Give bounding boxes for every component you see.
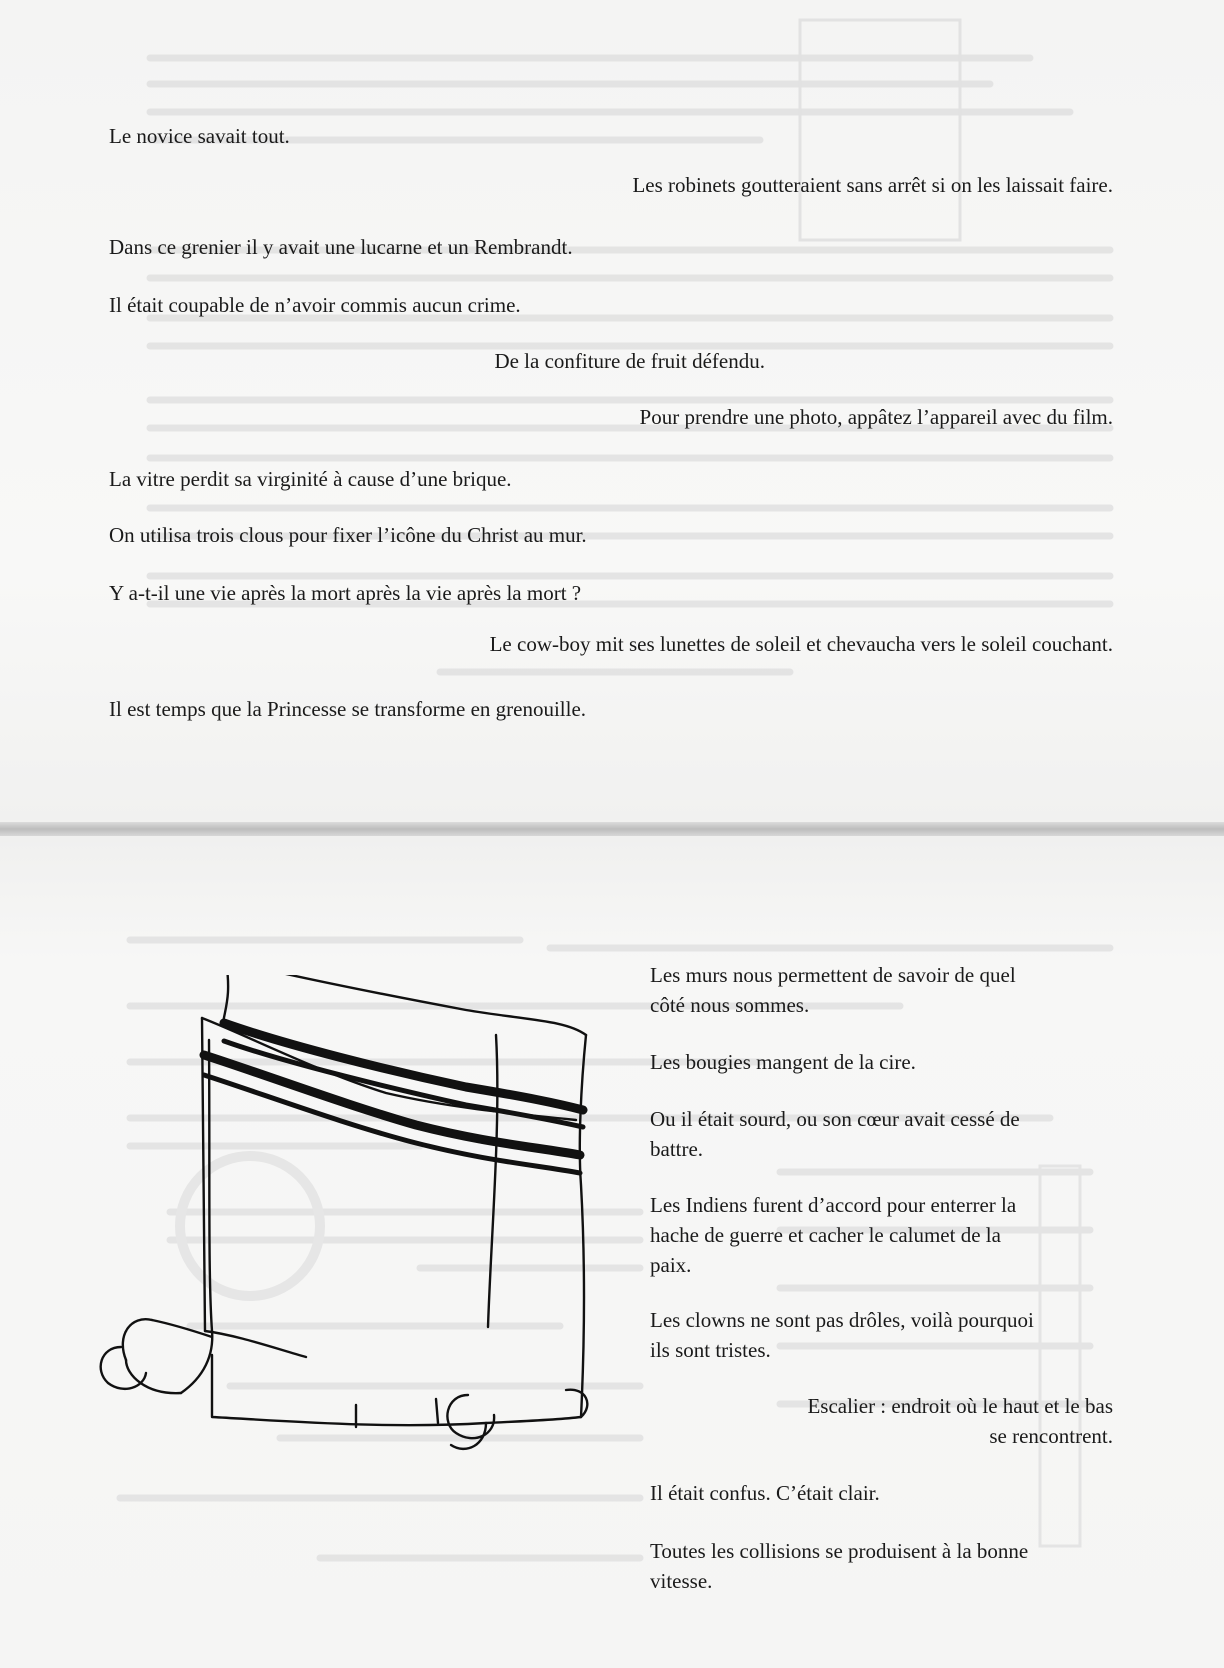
paragraph-indiens	[650, 1190, 1120, 1280]
sentence-photo: Pour prendre une photo, appâtez l’appareil avec du film.	[639, 405, 1113, 429]
sentence-vie-apres-mort: Y a-t-il une vie après la mort après la vie après la mort ?	[109, 581, 582, 605]
paragraph-line: Il était confus. C’était clair.	[650, 1481, 880, 1505]
paragraph-line: ils sont tristes.	[650, 1338, 771, 1362]
sentence-cow-boy: Le cow-boy mit ses lunettes de soleil et chevaucha vers le soleil couchant.	[489, 632, 1113, 656]
paragraph-line: battre.	[650, 1137, 704, 1161]
sentence-novice: Le novice savait tout.	[109, 124, 290, 148]
sentence-vitre: La vitre perdit sa virginité à cause d’une brique.	[109, 467, 512, 491]
paragraph-line: Les Indiens furent d’accord pour enterrer la	[650, 1193, 1017, 1217]
paragraph-line: hache de guerre et cacher le calumet de la	[650, 1223, 1001, 1247]
paragraph-line: vitesse.	[650, 1569, 713, 1593]
top-page	[0, 0, 1224, 822]
sentence-robinets: Les robinets goutteraient sans arrêt si on les laissait faire.	[632, 173, 1113, 197]
paragraph-escalier	[643, 1391, 1113, 1451]
paragraph-line: Toutes les collisions se produisent à la bonne	[650, 1539, 1029, 1563]
sentence-clous: On utilisa trois clous pour fixer l’icône du Christ au mur.	[109, 523, 587, 547]
page-fold	[0, 822, 1224, 836]
sentence-coupable: Il était coupable de n’avoir commis aucun crime.	[109, 293, 521, 317]
paragraph-line: paix.	[650, 1253, 692, 1277]
paragraph-line: se rencontrent.	[989, 1424, 1113, 1448]
paragraph-line: Les bougies mangent de la cire.	[650, 1050, 916, 1074]
sentence-confiture: De la confiture de fruit défendu.	[494, 349, 765, 373]
paragraph-collisions	[650, 1536, 1120, 1596]
paragraph-line: Les clowns ne sont pas drôles, voilà pourquoi	[650, 1308, 1034, 1332]
paragraph-sourd	[650, 1104, 1120, 1164]
paragraph-clowns	[650, 1305, 1120, 1365]
towel-rack-illustration	[86, 975, 596, 1535]
sentence-princesse: Il est temps que la Princesse se transforme en grenouille.	[109, 697, 587, 721]
paragraph-murs	[650, 960, 1120, 1020]
paragraph-line: Les murs nous permettent de savoir de quel	[650, 963, 1016, 987]
paragraph-confus	[650, 1478, 1120, 1508]
paragraph-line: Ou il était sourd, ou son cœur avait cessé de	[650, 1107, 1020, 1131]
paragraph-line: côté nous sommes.	[650, 993, 810, 1017]
paragraph-bougies	[650, 1047, 1120, 1077]
paragraph-line: Escalier : endroit où le haut et le bas	[807, 1394, 1113, 1418]
sentence-grenier: Dans ce grenier il y avait une lucarne et un Rembrandt.	[109, 235, 573, 259]
